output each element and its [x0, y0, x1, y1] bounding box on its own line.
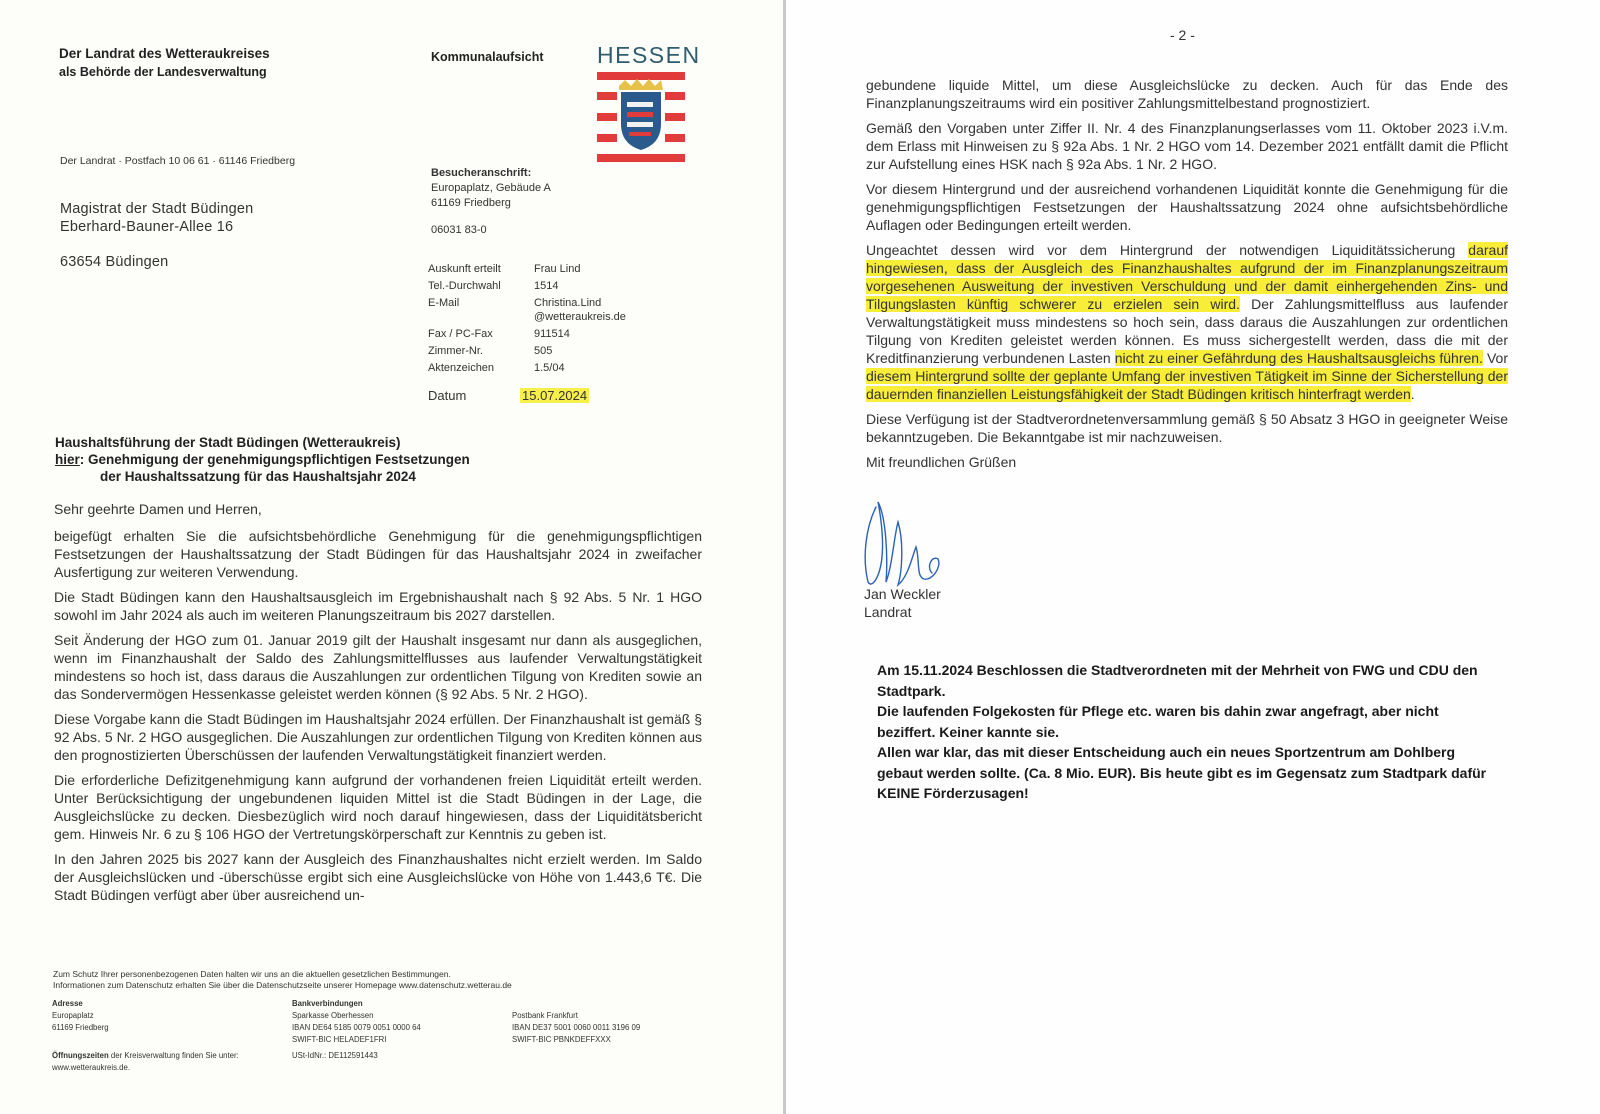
contact-row	[428, 327, 626, 344]
recipient-city: 63654 Büdingen	[60, 254, 169, 270]
opening-hours-label: Öffnungszeiten	[52, 1051, 109, 1060]
date-label: Datum	[428, 388, 467, 403]
visitor-address-label: Besucheranschrift:	[431, 167, 532, 179]
text-segment: Ungeachtet dessen wird vor dem Hintergrund der notwendigen Liquiditätssicherung	[866, 242, 1469, 258]
department-label: Kommunalaufsicht	[431, 50, 544, 64]
signer-block	[864, 585, 941, 621]
hessen-coat-of-arms-icon	[597, 72, 685, 162]
paragraph: Vor diesem Hintergrund und der ausreichend vorhandenen Liquidität konnte die Genehmigung für die genehmigungspflichtigen Festsetzungen der Haushaltssatzung 2024 ohne aufsichtsbehördliche Auflagen oder Bedingungen erteilt werden.	[866, 181, 1508, 233]
visitor-line-2: 61169 Friedberg	[431, 197, 511, 209]
note-line: Allen war klar, das mit dieser Entscheidung auch ein neues Sportzentrum am Dohlberg gebaut werden sollte. (Ca. 8 Mio. EUR). Bis heute gibt es im Gegensatz zum Stadtpark dafür KEINE Förderzusagen!	[877, 744, 1487, 801]
contact-value: 1.5/04	[534, 362, 565, 374]
footer-address	[52, 998, 109, 1034]
added-comment-note	[877, 660, 1497, 804]
paragraph: Die erforderliche Defizitgenehmigung kann aufgrund der vorhandenen freien Liquidität erteilt werden. Unter Berücksichtigung der ungebundenen liquiden Mittel ist die Stadt Büdingen in der Lage, die Ausgleichslücke zu decken. Diesbezüglich wird noch darauf hingewiesen, dass der Liquiditätsbericht gem. Hinweis Nr. 6 zu § 106 HGO der Vertretungskörperschaft zur Kenntnis zu geben ist.	[54, 772, 702, 842]
highlighted-text: diesem Hintergrund sollte der geplante Umfang der investiven Tätigkeit im Sinne der Sicherstellung der dauernden finanziellen Leistungsfähigkeit der Stadt Büdingen kritisch hinterfragt werden	[866, 368, 1508, 402]
contact-row	[428, 344, 626, 361]
opening-hours-text: der Kreisverwaltung finden Sie unter:	[108, 1051, 239, 1060]
paragraph: Gemäß den Vorgaben unter Ziffer II. Nr. 4 des Finanzplanungserlasses vom 11. Oktober 2023 i.V.m. dem Erlass mit Hinweisen zu § 92a Abs. 1 Nr. 2 HGO vom 14. Dezember 2021 entfällt damit die Pflicht zur Aufstellung eines HSK nach § 92a Abs. 1 Nr. 2 HGO.	[866, 120, 1508, 172]
paragraph-with-highlights	[866, 241, 1508, 403]
bank-name: Postbank Frankfurt	[512, 1011, 578, 1020]
footer-bank-heading: Bankverbindungen	[292, 999, 363, 1008]
text-segment: Der Zahlungsmittelfluss aus laufender Verwaltungstätigkeit muss mindestens so hoch sein, dass daraus die Auszahlungen zur ordentlichen Tilgung von Krediten geleistet werden können. Es muss sichergestellt werden, dass die mit der Kreditfinanzierung verbundenen Lasten	[866, 296, 1508, 366]
contact-key: Fax / PC-Fax	[428, 328, 493, 340]
highlighted-text: darauf hingewiesen, dass der Ausgleich des Finanzhaushaltes aufgrund der im Finanzplanungszeitraum vorgesehenen Ausweitung der investiven Verschuldung und der damit einhergehenden Zins- und Tilgungslasten künftig schwerer zu erzielen sein wird.	[866, 242, 1508, 312]
contact-value: 1514	[534, 280, 559, 292]
contact-value: 505	[534, 345, 553, 357]
subject-hier: hier	[55, 452, 80, 467]
footer-bank-2	[512, 1010, 640, 1046]
contact-row	[428, 279, 626, 296]
contact-value: 911514	[534, 328, 570, 340]
footer-address-line-2: 61169 Friedberg	[52, 1023, 109, 1032]
note-line: Die laufenden Folgekosten für Pflege etc. waren bis dahin zwar angefragt, aber nicht beziffert. Keiner kannte sie.	[877, 703, 1439, 740]
privacy-line-2: Informationen zum Datenschutz erhalten Sie über die Datenschutzseite unserer Homepage www.datenschutz.wetterau.de	[53, 980, 512, 990]
bank-bic: SWIFT-BIC HELADEF1FRI	[292, 1035, 387, 1044]
highlighted-text: nicht zu einer Gefährdung des Haushaltsausgleichs führen.	[1114, 350, 1483, 366]
contact-key: Auskunft erteilt	[428, 263, 501, 275]
paragraph: Diese Verfügung ist der Stadtverordnetenversammlung gemäß § 50 Absatz 3 HGO in geeigneter Weise bekanntzugeben. Die Bekanntgabe ist mir nachzuweisen.	[866, 411, 1508, 445]
paragraph: In den Jahren 2025 bis 2027 kann der Ausgleich des Finanzhaushaltes nicht erzielt werden. Im Saldo der Ausgleichslücken und -überschüsse ergibt sich eine Ausgleichslücke von Höhe von 1.443,6 T€. Die Stadt Büdingen verfügt aber über ausreichend un-	[54, 851, 702, 903]
email-local: Christina.Lind	[534, 297, 602, 309]
handwritten-signature-icon	[858, 497, 948, 592]
contact-key: E-Mail	[428, 297, 460, 309]
paragraph: Seit Änderung der HGO zum 01. Januar 2019 gilt der Haushalt insgesamt nur dann als ausgeglichen, wenn im Finanzhaushalt der Saldo des Zahlungsmittelflusses aus laufender Verwaltungstätigkeit mindestens so hoch ist, dass daraus die Auszahlungen zur ordentlichen Tilgung von Krediten sowie an das Sondervermögen Hessenkasse geleistet werden können (§ 92 Abs. 5 Nr. 2 HGO).	[54, 632, 702, 702]
recipient-line-1: Magistrat der Stadt Büdingen	[60, 201, 254, 217]
bank-iban: IBAN DE64 5185 0079 0051 0000 64	[292, 1023, 421, 1032]
contact-value: Frau Lind	[534, 263, 581, 275]
text-segment: Vor	[1482, 350, 1509, 366]
footer-bank-1	[292, 998, 421, 1046]
bank-name: Sparkasse Oberhessen	[292, 1011, 374, 1020]
bank-iban: IBAN DE37 5001 0060 0011 3196 09	[512, 1023, 641, 1032]
date-row	[428, 388, 589, 403]
text-segment: .	[1410, 386, 1415, 402]
visitor-phone: 06031 83-0	[431, 224, 487, 236]
visitor-line-1: Europaplatz, Gebäude A	[431, 182, 551, 194]
footer-vat-id: USt-IdNr.: DE112591443	[292, 1051, 378, 1060]
recipient-address	[60, 200, 253, 271]
subject-line-1: Haushaltsführung der Stadt Büdingen (Wetteraukreis)	[55, 435, 401, 450]
paragraph: Diese Vorgabe kann die Stadt Büdingen im Haushaltsjahr 2024 erfüllen. Der Finanzhaushalt ist gemäß § 92 Abs. 5 Nr. 2 HGO ausgeglichen. Die Auszahlungen zur ordentlichen Tilgung von Krediten können aus den prognostizierten Überschüssen der laufenden Verwaltungstätigkeit finanziert werden.	[54, 711, 702, 763]
contact-row	[428, 262, 626, 279]
note-line: Am 15.11.2024 Beschlossen die Stadtverordneten mit der Mehrheit von FWG und CDU den Stadtpark.	[877, 662, 1478, 699]
subject-line-2-text: : Genehmigung der genehmigungspflichtigen Festsetzungen	[79, 452, 470, 467]
contact-email[interactable]	[534, 296, 626, 327]
privacy-notice	[53, 969, 512, 991]
footer-opening-hours	[52, 1050, 239, 1074]
subject-line-3: der Haushaltssatzung für das Haushaltsjahr 2024	[100, 469, 416, 484]
visitor-address	[431, 166, 551, 238]
hessen-logo-text: HESSEN	[597, 42, 701, 68]
signer-title: Landrat	[864, 604, 912, 620]
privacy-line-1: Zum Schutz Ihrer personenbezogenen Daten halten wir uns an die aktuellen gesetzlichen Bestimmungen.	[53, 969, 451, 979]
date-value-highlighted: 15.07.2024	[522, 388, 588, 403]
sender-line-1: Der Landrat des Wetteraukreises	[59, 46, 270, 61]
salutation: Sehr geehrte Damen und Herren,	[54, 501, 262, 517]
signer-name: Jan Weckler	[864, 586, 941, 602]
paragraph: Die Stadt Büdingen kann den Haushaltsausgleich im Ergebnishaushalt nach § 92 Abs. 5 Nr. 1 HGO sowohl im Jahr 2024 als auch im weiteren Planungszeitraum bis 2027 darstellen.	[54, 589, 702, 623]
contact-row	[428, 361, 626, 378]
recipient-line-2: Eberhard-Bauner-Allee 16	[60, 219, 234, 235]
opening-hours-link[interactable]: www.wetteraukreis.de.	[52, 1063, 130, 1072]
bank-bic: SWIFT-BIC PBNKDEFFXXX	[512, 1035, 611, 1044]
letter-body-page-2	[866, 76, 1508, 478]
return-address: Der Landrat · Postfach 10 06 61 · 61146 Friedberg	[60, 155, 296, 167]
contact-row	[428, 296, 626, 327]
email-domain: @wetteraukreis.de	[534, 311, 626, 323]
contact-key: Aktenzeichen	[428, 362, 495, 374]
letter-page-1	[0, 0, 783, 1114]
contact-key: Zimmer-Nr.	[428, 345, 483, 357]
paragraph: gebundene liquide Mittel, um diese Ausgleichslücke zu decken. Auch für das Ende des Finanzplanungszeitraums wird ein positiver Zahlungsmittelbestand prognostiziert.	[866, 77, 1508, 111]
page-number: - 2 -	[1170, 27, 1195, 43]
sender-block	[59, 44, 270, 82]
subject-line-2	[55, 451, 470, 468]
footer-address-heading: Adresse	[52, 999, 83, 1008]
footer-address-line-1: Europaplatz	[52, 1011, 94, 1020]
paragraph: beigefügt erhalten Sie die aufsichtsbehördliche Genehmigung für die genehmigungspflichtigen Festsetzungen der Haushaltssatzung der Stadt Büdingen für das Haushaltsjahr 2024 in zweifacher Ausfertigung zur weiteren Verwendung.	[54, 528, 702, 580]
letter-body-page-1	[54, 500, 702, 911]
contact-info-table	[428, 262, 626, 378]
closing: Mit freundlichen Grüßen	[866, 454, 1017, 470]
contact-key: Tel.-Durchwahl	[428, 280, 501, 292]
sender-line-2: als Behörde der Landesverwaltung	[59, 65, 267, 79]
letter-subject	[55, 434, 470, 485]
